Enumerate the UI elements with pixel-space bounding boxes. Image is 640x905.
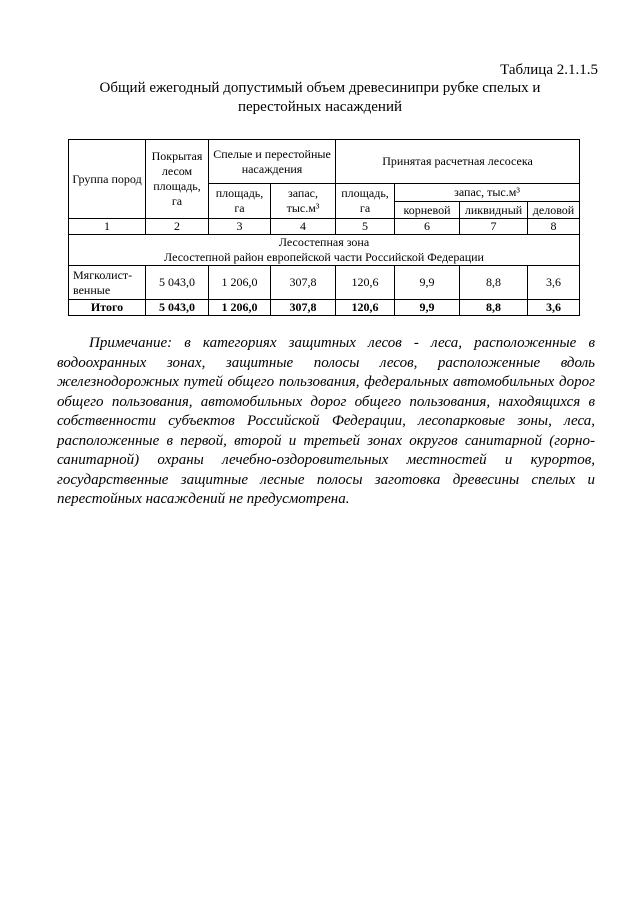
header-ripe-area: площадь, га <box>209 184 271 219</box>
table-title-line-2: перестойных насаждений <box>237 99 403 115</box>
total-label: Итого <box>69 300 146 316</box>
table-row <box>69 266 580 300</box>
table-title-line-1: Общий ежегодный допустимый объем древесинипри рубке спелых и <box>99 80 541 96</box>
column-number: 5 <box>336 219 395 235</box>
header-ripe-stock: запас, тыс.м³ <box>271 184 336 219</box>
total-cell: 5 043,0 <box>146 300 209 316</box>
table-cell: 3,6 <box>528 266 580 300</box>
total-cell: 307,8 <box>271 300 336 316</box>
table-cell: 9,9 <box>395 266 460 300</box>
header-cut-stock: запас, тыс.м³ <box>395 184 580 202</box>
table-number: Таблица 2.1.1.5 <box>500 62 598 78</box>
header-root: корневой <box>395 202 460 219</box>
table-title <box>80 79 560 117</box>
total-row <box>69 300 580 316</box>
total-cell: 9,9 <box>395 300 460 316</box>
total-cell: 8,8 <box>460 300 528 316</box>
column-number: 8 <box>528 219 580 235</box>
column-number: 4 <box>271 219 336 235</box>
table-cell: 5 043,0 <box>146 266 209 300</box>
total-cell: 3,6 <box>528 300 580 316</box>
table-cell: 307,8 <box>271 266 336 300</box>
zone-name: Лесостепная зона <box>278 235 370 249</box>
table-cell: 120,6 <box>336 266 395 300</box>
column-number: 3 <box>209 219 271 235</box>
header-cut-area: площадь, га <box>336 184 395 219</box>
header-commercial: деловой <box>528 202 580 219</box>
header-forest-area: Покрытая лесом площадь, га <box>146 140 209 219</box>
table-cell: 8,8 <box>460 266 528 300</box>
column-number: 1 <box>69 219 146 235</box>
zone-header <box>69 235 580 266</box>
header-cut: Принятая расчетная лесосека <box>336 140 580 184</box>
total-cell: 1 206,0 <box>209 300 271 316</box>
header-liquid: ликвидный <box>460 202 528 219</box>
header-group: Группа пород <box>69 140 146 219</box>
table-note: Примечание: в категориях защитных лесов - леса, расположенные в водоохранных зонах, защитные полосы лесов, расположенные вдоль железнодорожных путей общего пользования, федеральных автомобильных дорог общего пользования, автомобильных дорог общего пользования, находящихся в собственности субъектов Российской Федерации, лесопарковые зоны, леса, расположенные в первой, второй и третьей зонах округов санитарной (горно-санитарной) охраны лечебно-оздоровительных местностей и курортов, государственные защитные лесные полосы заготовка древесины спелых и перестойных насаждений не предусмотрена. <box>57 335 595 507</box>
table-cell: 1 206,0 <box>209 266 271 300</box>
column-number: 6 <box>395 219 460 235</box>
column-number: 7 <box>460 219 528 235</box>
timber-volume-table <box>68 139 580 316</box>
column-number: 2 <box>146 219 209 235</box>
row-label: Мягколист-венные <box>69 266 146 300</box>
total-cell: 120,6 <box>336 300 395 316</box>
header-ripe: Спелые и перестойные насаждения <box>209 140 336 184</box>
zone-region: Лесостепной район европейской части Российской Федерации <box>164 250 484 264</box>
